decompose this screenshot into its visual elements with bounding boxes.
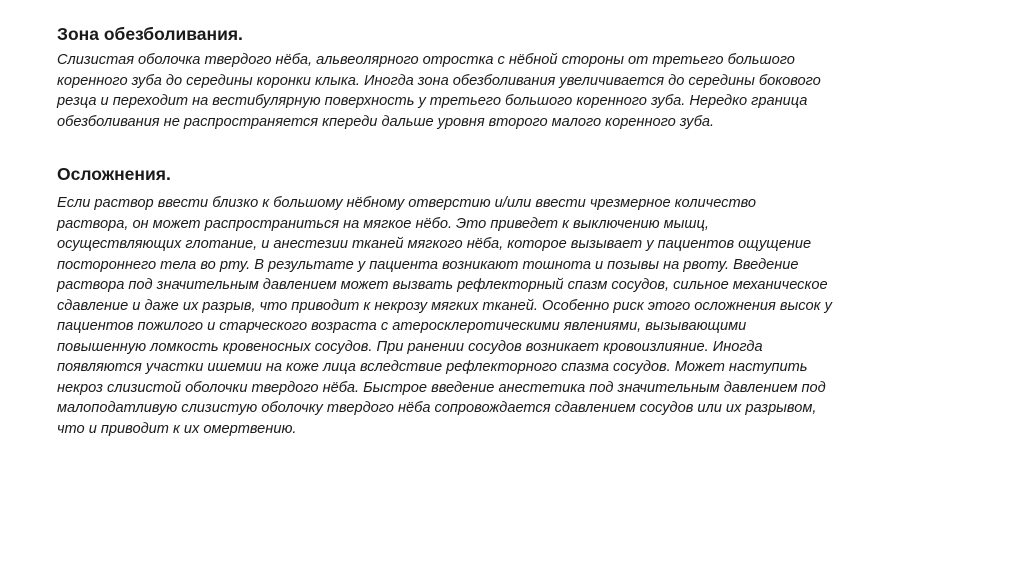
paragraph-line: что и приводит к их омертвению. [57, 420, 297, 437]
paragraph-line: раствора под значительным давлением может вызвать рефлекторный спазм сосудов, сильное механическое [57, 277, 828, 293]
paragraph-line: малоподатливую слизистую оболочку твердого нёба сопровождается сдавлением сосудов или их разрывом, [57, 400, 817, 416]
paragraph-line: Слизистая оболочка твердого нёба, альвеолярного отростка с нёбной стороны от третьего большого [57, 52, 795, 68]
anesthesia-zone-paragraph [57, 50, 821, 132]
paragraph-line: резца и переходит на вестибулярную поверхность у третьего большого коренного зуба. Нередко граница [57, 93, 808, 109]
section-heading-complications: Осложнения. [57, 164, 171, 184]
paragraph-line: сдавление и даже их разрыв, что приводит к некрозу мягких тканей. Особенно риск этого осложнения высок у [57, 297, 832, 314]
paragraph-line: раствора, он может распространиться на мягкое нёбо. Это приведет к выключению мышц, [57, 215, 709, 232]
paragraph-line: появляются участки ишемии на коже лица вследствие рефлекторного спазма сосудов. Может наступить [57, 359, 808, 375]
section-heading-anesthesia-zone: Зона обезболивания. [57, 24, 243, 44]
paragraph-line: обезболивания не распространяется кпереди дальше уровня второго малого коренного зуба. [57, 113, 715, 130]
paragraph-line: осуществляющих глотание, и анестезии тканей мягкого нёба, которое вызывает у пациентов ощущение [57, 236, 812, 252]
paragraph-line: пациентов пожилого и старческого возраста с атеросклеротическими явлениями, вызывающими [57, 318, 747, 334]
paragraph-line: повышенную ломкость кровеносных сосудов. При ранении сосудов возникает кровоизлияние. Иногда [57, 338, 763, 355]
paragraph-line: постороннего тела во рту. В результате у пациента возникают тошнота и позывы на рвоту. Введение [57, 256, 799, 273]
paragraph-line: коренного зуба до середины коронки клыка. Иногда зона обезболивания увеличивается до середины бокового [57, 72, 821, 89]
paragraph-line: некроз слизистой оболочки твердого нёба. Быстрое введение анестетика под значительным давлением под [57, 379, 826, 396]
paragraph-line: Если раствор ввести близко к большому нёбному отверстию и/или ввести чрезмерное количество [57, 195, 757, 211]
complications-paragraph [57, 193, 832, 439]
